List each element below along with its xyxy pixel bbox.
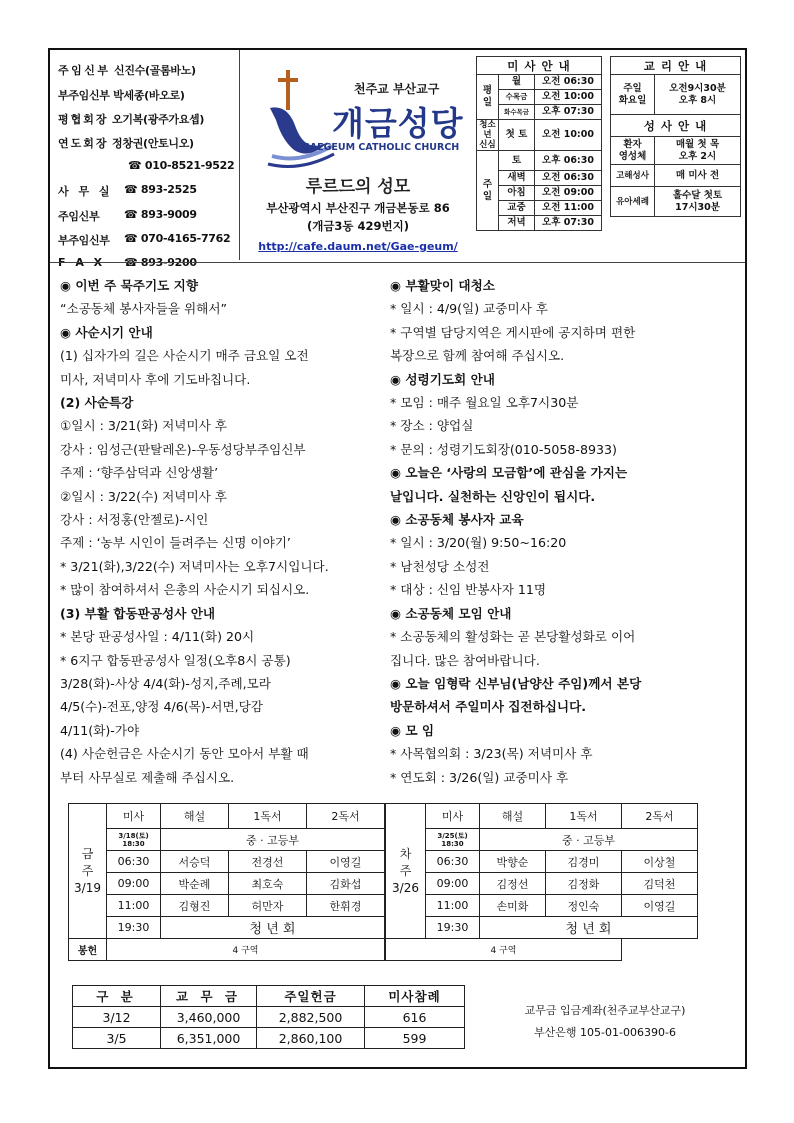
notice-heading: ◉ 모 임	[390, 722, 435, 738]
notice-line: “소공동체 봉사자들을 위해서”	[60, 301, 228, 317]
roster-cell: 박순례	[161, 873, 229, 895]
roster-header: 1독서	[229, 804, 307, 829]
notice-line: * 소공동체의 활성화는 곧 본당활성화로 이어	[390, 629, 636, 645]
phone-row: 주임신부 ☎ 893-9009	[58, 208, 197, 223]
mass-time: 오전 09:00	[535, 186, 602, 201]
doctrine-info	[610, 56, 741, 217]
notice-heading: (2) 사순특강	[60, 395, 134, 411]
notice-heading: 날입니다. 실천하는 신앙인이 됩시다.	[390, 488, 596, 504]
notice-line: * 연도회 : 3/26(일) 교중미사 후	[390, 769, 569, 785]
notice-line: * 3/21(화),3/22(수) 저녁미사는 오후7시입니다.	[60, 558, 329, 574]
sacrament-time: 홀수달 첫토 17시30분	[655, 187, 741, 217]
notice-line: ②일시 : 3/22(수) 저녁미사 후	[60, 488, 227, 504]
notice-line: * 장소 : 양업실	[390, 418, 474, 434]
notice-line: * 6지구 합동판공성사 일정(오후8시 공통)	[60, 652, 291, 668]
sacrament-name: 유아세례	[611, 187, 655, 217]
roster-cell: 한휘경	[307, 895, 385, 917]
roster-header: 미사	[426, 804, 480, 829]
finance-cell: 3/5	[73, 1028, 161, 1049]
mass-title: 미 사 안 내	[477, 57, 602, 75]
notice-line: * 모임 : 매주 월요일 오후7시30분	[390, 395, 579, 411]
roster-cell: 이영길	[622, 895, 698, 917]
roster-cell: 최호숙	[229, 873, 307, 895]
roster-time: 19:30	[426, 917, 480, 939]
roster-cell: 김화섭	[307, 873, 385, 895]
notice-line: (4) 사순헌금은 사순시기 동안 모아서 부활 때	[60, 746, 309, 762]
roster-cell: 손미화	[480, 895, 546, 917]
mass-day: 교중	[499, 201, 535, 216]
staff-row: 평협회장 오기복(광주가요셉)	[58, 113, 205, 126]
roster-header: 해설	[480, 804, 546, 829]
roster-cell: 허만자	[229, 895, 307, 917]
finance-cell: 616	[365, 1007, 465, 1028]
cafe-link[interactable]: http://cafe.daum.net/Gae-geum/	[258, 240, 458, 253]
roster-header: 2독서	[307, 804, 385, 829]
doctrine-day: 주일 화요일	[611, 75, 655, 115]
roster-cell: 이상철	[622, 851, 698, 873]
bulletin-frame	[48, 48, 747, 1069]
parish-address-old: (개금3동 429번지)	[306, 219, 410, 233]
offering-value: 4 구역	[107, 939, 385, 961]
roster-this-week	[68, 803, 385, 961]
offering-label: 봉헌	[69, 939, 107, 961]
roster-cell: 전경선	[229, 851, 307, 873]
roster-cell: 김경미	[546, 851, 622, 873]
roster-cell: 이영길	[307, 851, 385, 873]
sacrament-name: 환자 영성체	[611, 137, 655, 165]
mass-day: 월	[499, 75, 535, 90]
roster-header: 2독서	[622, 804, 698, 829]
left-column	[60, 274, 386, 789]
mass-time: 오전 10:00	[535, 120, 602, 151]
finance-table	[72, 985, 465, 1049]
finance-header: 주일헌금	[257, 986, 365, 1007]
roster-group: 중 · 고등부	[161, 829, 385, 851]
roster-group: 청 년 회	[480, 917, 698, 939]
roster-group: 청 년 회	[161, 917, 385, 939]
notice-heading: ◉ 이번 주 묵주기도 지향	[60, 278, 199, 293]
finance-header: 교 무 금	[161, 986, 257, 1007]
notice-line: 주제 : ‘농부 시인이 들려주는 신명 이야기’	[60, 535, 291, 551]
notice-line: 4/11(화)-가야	[60, 722, 140, 738]
mass-day: 첫 토	[499, 120, 535, 151]
finance-cell: 599	[365, 1028, 465, 1049]
roster-cell: 서승덕	[161, 851, 229, 873]
roster-time: 06:30	[426, 851, 480, 873]
notice-line: * 대상 : 신임 반봉사자 11명	[390, 582, 547, 598]
staff-row: 연도회장 정창권(안토니오)	[58, 137, 194, 150]
roster-time: 09:00	[107, 873, 161, 895]
account-info	[470, 1000, 740, 1044]
mass-time: 오전 06:30	[535, 171, 602, 186]
staff-row: 부주임신부 박세종(바오로)	[58, 89, 185, 102]
doctrine-time: 오전9시30분 오후 8시	[655, 75, 741, 115]
roster-week-label: 차 주 3/26	[386, 804, 426, 939]
roster-time: 3/18(토) 18:30	[107, 829, 161, 851]
finance-cell: 3,460,000	[161, 1007, 257, 1028]
parish-english-name: GAEGEUM CATHOLIC CHURCH	[302, 142, 460, 153]
parish-logo-area	[240, 50, 476, 260]
roster-time: 11:00	[107, 895, 161, 917]
phone-row: 사 무 실 ☎ 893-2525	[58, 183, 197, 198]
finance-cell: 3/12	[73, 1007, 161, 1028]
roster-cell: 정인숙	[546, 895, 622, 917]
roster-header: 해설	[161, 804, 229, 829]
notice-line: * 구역별 담당지역은 게시판에 공지하며 편한	[390, 324, 636, 340]
notice-line: 강사 : 임성근(판탈레온)-우동성당부주임신부	[60, 441, 306, 457]
mass-time: 오후 07:30	[535, 216, 602, 231]
phone-row: 부주임신부 ☎ 070-4165-7762	[58, 232, 231, 247]
sacrament-name: 고해성사	[611, 165, 655, 187]
staff-row: 주임신부 신진수(골롬바노)	[58, 64, 196, 77]
roster-cell: 김정선	[480, 873, 546, 895]
roster-time: 09:00	[426, 873, 480, 895]
mass-time: 오후 06:30	[535, 151, 602, 171]
phone-row: ☎ 010-8521-9522	[128, 159, 235, 172]
sacrament-time: 매 미사 전	[655, 165, 741, 187]
notice-line: 강사 : 서정홍(안젤로)-시인	[60, 512, 209, 528]
finance-cell: 2,882,500	[257, 1007, 365, 1028]
roster-week-label: 금 주 3/19	[69, 804, 107, 939]
notice-line: * 남천성당 소성전	[390, 558, 490, 574]
roster-cell: 김정화	[546, 873, 622, 895]
mass-day: 화수목금	[499, 105, 535, 120]
notice-line: ①일시 : 3/21(화) 저녁미사 후	[60, 418, 227, 434]
parish-subtitle: 천주교 부산교구	[354, 82, 440, 96]
mass-time: 오후 07:30	[535, 105, 602, 120]
notice-heading: ◉ 부활맞이 대청소	[390, 278, 495, 293]
church-logo-icon	[266, 68, 336, 168]
mass-time: 오전 11:00	[535, 201, 602, 216]
roster-header: 1독서	[546, 804, 622, 829]
roster-group: 중 · 고등부	[480, 829, 698, 851]
roster-header: 미사	[107, 804, 161, 829]
notice-line: 복장으로 함께 참여해 주십시오.	[390, 348, 565, 364]
roster-next-week	[385, 803, 698, 961]
sacrament-time: 매월 첫 목 오후 2시	[655, 137, 741, 165]
roster-time: 19:30	[107, 917, 161, 939]
mass-day: 새벽	[499, 171, 535, 186]
mass-day: 토	[499, 151, 535, 171]
finance-cell: 6,351,000	[161, 1028, 257, 1049]
notice-line: 부터 사무실로 제출해 주십시오.	[60, 769, 235, 785]
notice-heading: ◉ 사순시기 안내	[60, 324, 153, 340]
sacrament-title: 성 사 안 내	[611, 115, 741, 137]
sunday-label: 주일	[477, 151, 499, 231]
mass-time: 오전 06:30	[535, 75, 602, 90]
notice-line: 미사, 저녁미사 후에 기도바칩니다.	[60, 371, 251, 387]
youth-label: 청소년 신심	[477, 120, 499, 151]
notice-heading: ◉ 오늘은 ‘사랑의 모금함’에 관심을 가지는	[390, 465, 628, 481]
header-divider	[50, 262, 745, 263]
roster-cell: 김덕천	[622, 873, 698, 895]
mass-day: 아침	[499, 186, 535, 201]
notice-line: * 사목협의회 : 3/23(목) 저녁미사 후	[390, 746, 593, 762]
account-number: 부산은행 105-01-006390-6	[534, 1026, 676, 1039]
notice-line: * 많이 참여하셔서 은총의 사순시기 되십시오.	[60, 582, 310, 598]
staff-box	[50, 50, 240, 269]
mass-day: 저녁	[499, 216, 535, 231]
doctrine-title: 교 리 안 내	[611, 57, 741, 75]
notice-line: (1) 십자가의 길은 사순시기 매주 금요일 오전	[60, 348, 309, 364]
finance-header: 미사참례	[365, 986, 465, 1007]
notice-heading: 방문하셔서 주일미사 집전하십니다.	[390, 699, 587, 715]
notice-line: 주제 : ‘향주삼덕과 신앙생활’	[60, 465, 219, 481]
notice-line: * 본당 판공성사일 : 4/11(화) 20시	[60, 629, 255, 645]
patron-saint: 루르드의 성모	[305, 177, 411, 197]
notice-heading: ◉ 소공동체 모임 안내	[390, 605, 512, 621]
offering-value: 4 구역	[386, 939, 622, 961]
mass-time: 오전 10:00	[535, 90, 602, 105]
notice-heading: ◉ 소공동체 봉사자 교육	[390, 512, 524, 528]
phone-row: F A X ☎ 893-9200	[58, 256, 197, 269]
notice-line: 집니다. 많은 참여바랍니다.	[390, 652, 540, 668]
notice-heading: ◉ 오늘 임형락 신부님(남양산 주임)께서 본당	[390, 675, 642, 691]
parish-name: 개금성당	[332, 104, 464, 143]
roster-time: 3/25(토) 18:30	[426, 829, 480, 851]
roster-cell: 박향순	[480, 851, 546, 873]
notice-line: 3/28(화)-사상 4/4(화)-성지,주례,모라	[60, 675, 271, 691]
weekday-label: 평일	[477, 75, 499, 120]
right-column	[390, 274, 746, 789]
finance-cell: 2,860,100	[257, 1028, 365, 1049]
mass-day: 수목금	[499, 90, 535, 105]
notice-line: * 일시 : 4/9(일) 교중미사 후	[390, 301, 548, 317]
notice-line: * 문의 : 성령기도회장(010-5058-8933)	[390, 441, 617, 457]
notice-heading: ◉ 성령기도회 안내	[390, 371, 495, 387]
account-label: 교무금 입금계좌(천주교부산교구)	[524, 1004, 686, 1017]
finance-header: 구 분	[73, 986, 161, 1007]
roster-time: 06:30	[107, 851, 161, 873]
roster-time: 11:00	[426, 895, 480, 917]
mass-schedule	[476, 56, 602, 231]
notice-line: * 일시 : 3/20(월) 9:50~16:20	[390, 535, 567, 551]
notice-line: 4/5(수)-전포,양정 4/6(목)-서면,당감	[60, 699, 263, 715]
parish-address: 부산광역시 부산진구 개금본동로 86	[266, 201, 450, 215]
notice-heading: (3) 부활 합동판공성사 안내	[60, 605, 216, 621]
roster-cell: 김형진	[161, 895, 229, 917]
